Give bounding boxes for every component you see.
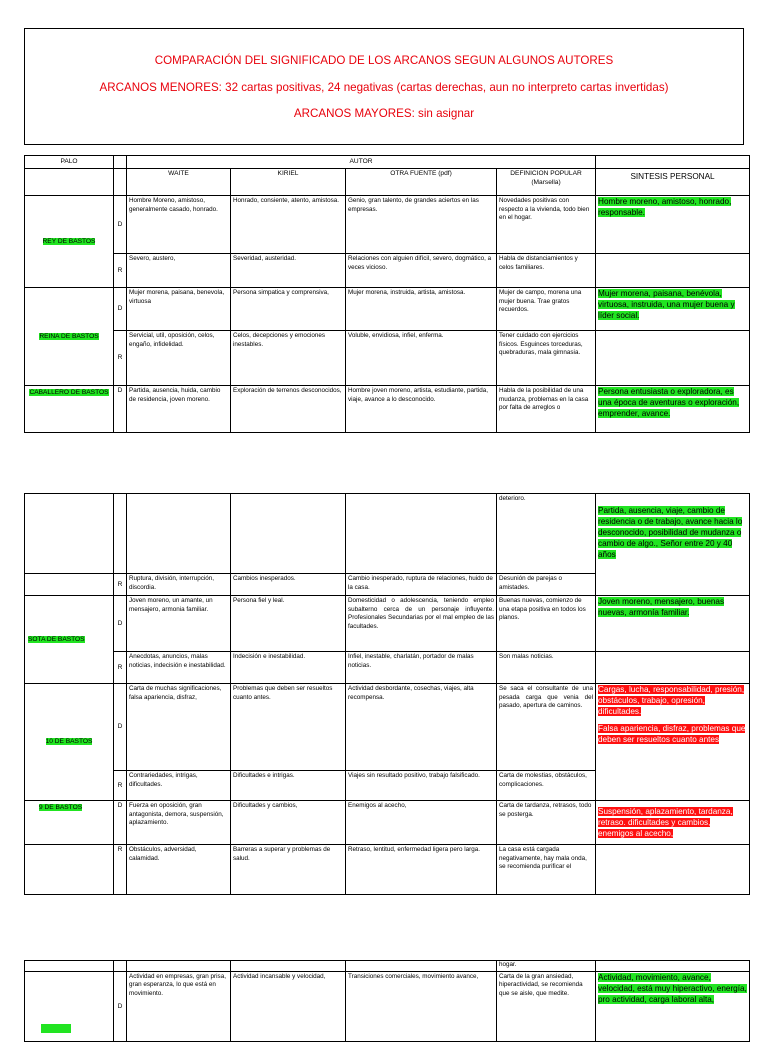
sintesis-negative-1: Cargas, lucha, responsabilidad, presión, obstáculos, trabajo, opresión, dificultades. bbox=[598, 685, 745, 716]
sintesis-negative-2: Falsa apariencia, disfraz, problemas que deben ser resueltos cuanto antes bbox=[598, 723, 746, 744]
cell-popular: hogar. bbox=[497, 961, 596, 972]
cell-kiriel: Severidad, austeridad. bbox=[231, 254, 346, 288]
cell-otra-fuente: Actividad desbordante, cosechas, viajes, alta recompensa. bbox=[346, 684, 497, 771]
cell-popular: Carta de molestias, obstáculos, complicaciones. bbox=[497, 771, 596, 801]
comparison-table-1 bbox=[24, 155, 750, 433]
cell-otra-fuente: Cambio inesperado, ruptura de relaciones, huido de la casa. bbox=[346, 574, 497, 596]
cell-kiriel: Barreras a superar y problemas de salud. bbox=[231, 845, 346, 895]
palo-caballero-de-bastos: CABALLERO DE BASTOS bbox=[25, 386, 114, 433]
cell-waite: Ruptura, división, interrupción, discordia. bbox=[127, 574, 231, 596]
flag-d: D bbox=[114, 288, 127, 331]
cell-waite: Contrariedades, intrigas, dificultades. bbox=[127, 771, 231, 801]
cell-sintesis: Actividad, movimiento, avance, velocidad, está muy hiperactivo, energía, pro actividad, carga laboral alta, bbox=[596, 971, 750, 1041]
cell-sintesis bbox=[596, 652, 750, 684]
palo-blank bbox=[25, 494, 114, 574]
title-line-1: COMPARACIÓN DEL SIGNIFICADO DE LOS ARCANOS SEGUN ALGUNOS AUTORES bbox=[154, 54, 614, 67]
cell-kiriel: Actividad incansable y velocidad, bbox=[231, 971, 346, 1041]
flag-d: D bbox=[114, 596, 127, 652]
cell-waite: Fuerza en oposición, gran antagonista, demora, suspensión, aplazamiento. bbox=[127, 801, 231, 845]
title-line-3: ARCANOS MAYORES: sin asignar bbox=[293, 107, 475, 120]
cell-otra-fuente: Mujer morena, instruida, artista, amistosa. bbox=[346, 288, 497, 331]
header-flag-blank bbox=[114, 156, 127, 169]
cell-sintesis: Partida, ausencia, viaje, cambio de residencia o de trabajo, avance hacia lo desconocido, posibilidad de mudanza o cambio de algo., Señor entre 20 y 40 años bbox=[596, 494, 750, 596]
cell-waite: Hombre Moreno, amistoso, generalmente casado, honrado. bbox=[127, 196, 231, 254]
cell-sintesis bbox=[596, 684, 750, 801]
cell-waite: Actividad en empresas, gran prisa, gran esperanza, lo que está en movimiento. bbox=[127, 971, 231, 1041]
cell-sintesis bbox=[596, 331, 750, 386]
header-otra-fuente: OTRA FUENTE (pdf) bbox=[346, 169, 497, 196]
flag-r: R bbox=[114, 574, 127, 596]
cell-kiriel: Indecisión e inestabilidad. bbox=[231, 652, 346, 684]
palo-blank bbox=[25, 961, 114, 972]
cell-popular: Se saca el consultante de una pesada carga que venia del pasado, apertura de caminos. bbox=[497, 684, 596, 771]
cell-otra-fuente: Hombre joven moreno, artista, estudiante, partida, viaje, avance a lo desconocido. bbox=[346, 386, 497, 433]
cell-otra-fuente bbox=[346, 494, 497, 574]
cell-waite: Servicial, util, oposición, celos, engaño, infidelidad. bbox=[127, 331, 231, 386]
cell-kiriel: Exploración de terrenos desconocidos, bbox=[231, 386, 346, 433]
cell-otra-fuente: Voluble, envidiosa, infiel, enferma. bbox=[346, 331, 497, 386]
header-autor: AUTOR bbox=[127, 156, 596, 169]
cell-waite: Anecdotas, anuncios, malas noticias, indecisión e inestabilidad. bbox=[127, 652, 231, 684]
cell-kiriel: Celos, decepciones y emociones inestables. bbox=[231, 331, 346, 386]
palo-sota-de-bastos: SOTA DE BASTOS bbox=[25, 596, 114, 684]
cell-waite: Joven moreno, un amante, un mensajero, armonia familiar. bbox=[127, 596, 231, 652]
comparison-table-2 bbox=[24, 493, 750, 895]
header-definicion-popular: DEFINICION POPULAR (Marsella) bbox=[497, 169, 596, 196]
cell-sintesis bbox=[596, 254, 750, 288]
header-sintesis: SINTESIS PERSONAL bbox=[596, 169, 750, 196]
palo-blank bbox=[25, 574, 114, 596]
header-waite: WAITE bbox=[127, 169, 231, 196]
palo-cut-off bbox=[25, 971, 114, 1041]
title-line-2: ARCANOS MENORES: 32 cartas positivas, 24 negativas (cartas derechas, aun no interpreto cartas invertidas) bbox=[99, 81, 669, 94]
cell-popular: Novedades positivas con respecto a la vivienda, todo bien en el hogar. bbox=[497, 196, 596, 254]
cell-otra-fuente: Relaciones con alguien difícil, severo, dogmático, a veces vicioso. bbox=[346, 254, 497, 288]
cell-sintesis: Hombre moreno, amistoso, honrado, responsable. bbox=[596, 196, 750, 254]
header-palo: PALO bbox=[25, 156, 114, 169]
palo-rey-de-bastos: REY DE BASTOS bbox=[25, 196, 114, 288]
flag-d: D bbox=[114, 971, 127, 1041]
flag-r: R bbox=[114, 845, 127, 895]
comparison-table-3 bbox=[24, 960, 750, 1042]
flag-d: D bbox=[114, 196, 127, 254]
flag-blank bbox=[114, 494, 127, 574]
cell-popular: Mujer de campo, morena una mujer buena. Trae gratos recuerdos. bbox=[497, 288, 596, 331]
palo-blank bbox=[25, 845, 114, 895]
cell-kiriel: Dificultades y cambios, bbox=[231, 801, 346, 845]
cell-popular: Son malas noticias. bbox=[497, 652, 596, 684]
palo-reina-de-bastos: REINA DE BASTOS bbox=[25, 288, 114, 386]
cell-waite: Partida, ausencia, huida, cambio de residencia, joven moreno. bbox=[127, 386, 231, 433]
cell-otra-fuente: Domesticidad o adolescencia, teniendo empleo subalterno cerca de un personaje influyente. Profesionales Secundarias por el mal empleo de las facultades. bbox=[346, 596, 497, 652]
cell-kiriel: Honrado, consiente, atento, amistosa. bbox=[231, 196, 346, 254]
cell-waite bbox=[127, 961, 231, 972]
cell-sintesis bbox=[596, 961, 750, 972]
cell-sintesis: Suspensión, aplazamiento, tardanza, retraso. dificultades y cambios, enemigos al acecho, bbox=[596, 801, 750, 845]
cell-waite: Severo, austero, bbox=[127, 254, 231, 288]
flag-r: R bbox=[114, 652, 127, 684]
cell-otra-fuente: Genio, gran talento, de grandes aciertos en las empresas. bbox=[346, 196, 497, 254]
cell-popular: La casa está cargada negativamente, hay mala onda, se recomienda purificar el bbox=[497, 845, 596, 895]
flag-d: D bbox=[114, 386, 127, 433]
cell-otra-fuente bbox=[346, 961, 497, 972]
cell-kiriel bbox=[231, 961, 346, 972]
cell-popular: Desunión de parejas o amistades. bbox=[497, 574, 596, 596]
cell-kiriel: Cambios inesperados. bbox=[231, 574, 346, 596]
palo-10-de-bastos: 10 DE BASTOS bbox=[25, 684, 114, 801]
header-flag-blank-2 bbox=[114, 169, 127, 196]
title-box bbox=[24, 28, 744, 145]
cell-otra-fuente: Infiel, inestable, charlatán, portador de malas noticias. bbox=[346, 652, 497, 684]
cell-sintesis: Persona entusiasta o exploradora, es una época de aventuras o exploración, emprender, avance. bbox=[596, 386, 750, 433]
cell-otra-fuente: Transiciones comerciales, movimiento avance, bbox=[346, 971, 497, 1041]
cell-popular: Habla de la posibilidad de una mudanza, problemas en la casa por falta de arreglos o bbox=[497, 386, 596, 433]
cell-kiriel bbox=[231, 494, 346, 574]
cell-popular: deterioro. bbox=[497, 494, 596, 574]
flag-r: R bbox=[114, 331, 127, 386]
cell-kiriel: Dificultades e intrigas. bbox=[231, 771, 346, 801]
cell-sintesis: Mujer morena, paisana, benévola, virtuosa, instruida, una mujer buena y líder social. bbox=[596, 288, 750, 331]
cell-waite bbox=[127, 494, 231, 574]
cell-popular: Habla de distanciamientos y celos familiares. bbox=[497, 254, 596, 288]
header-kiriel: KIRIEL bbox=[231, 169, 346, 196]
cell-kiriel: Persona fiel y leal. bbox=[231, 596, 346, 652]
cell-waite: Obstáculos, adversidad, calamidad. bbox=[127, 845, 231, 895]
cell-otra-fuente: Retraso, lentitud, enfermedad ligera pero larga. bbox=[346, 845, 497, 895]
flag-blank bbox=[114, 961, 127, 972]
cell-sintesis bbox=[596, 845, 750, 895]
header-palo-blank bbox=[25, 169, 114, 196]
cell-popular: Tener cuidado con ejercicios físicos. Esguinces torceduras, quebraduras, mala gimnasia. bbox=[497, 331, 596, 386]
cell-sintesis: Joven moreno, mensajero, buenas nuevas, armonía familiar. bbox=[596, 596, 750, 652]
header-blank bbox=[596, 156, 750, 169]
cell-popular: Buenas nuevas, comienzo de una etapa positiva en todos los planos. bbox=[497, 596, 596, 652]
flag-r: R bbox=[114, 254, 127, 288]
flag-d: D bbox=[114, 684, 127, 771]
cell-popular: Carta de tardanza, retrasos, todo se postergа. bbox=[497, 801, 596, 845]
cell-otra-fuente: Viajes sin resultado positivo, trabajo falsificado. bbox=[346, 771, 497, 801]
cell-waite: Carta de muchas significaciones, falsa apariencia, disfraz, bbox=[127, 684, 231, 771]
cell-otra-fuente: Enemigos al acecho, bbox=[346, 801, 497, 845]
cell-popular: Carta de la gran ansiedad, hiperactividad, se recomienda que se aisle, que medite. bbox=[497, 971, 596, 1041]
cell-kiriel: Persona simpatica y comprensiva, bbox=[231, 288, 346, 331]
palo-9-de-bastos: 9 DE BASTOS bbox=[25, 801, 114, 845]
flag-d: D bbox=[114, 801, 127, 845]
cell-kiriel: Problemas que deben ser resueltos cuanto antes. bbox=[231, 684, 346, 771]
flag-r: R bbox=[114, 771, 127, 801]
cell-waite: Mujer morena, paisana, benevola, virtuosa bbox=[127, 288, 231, 331]
